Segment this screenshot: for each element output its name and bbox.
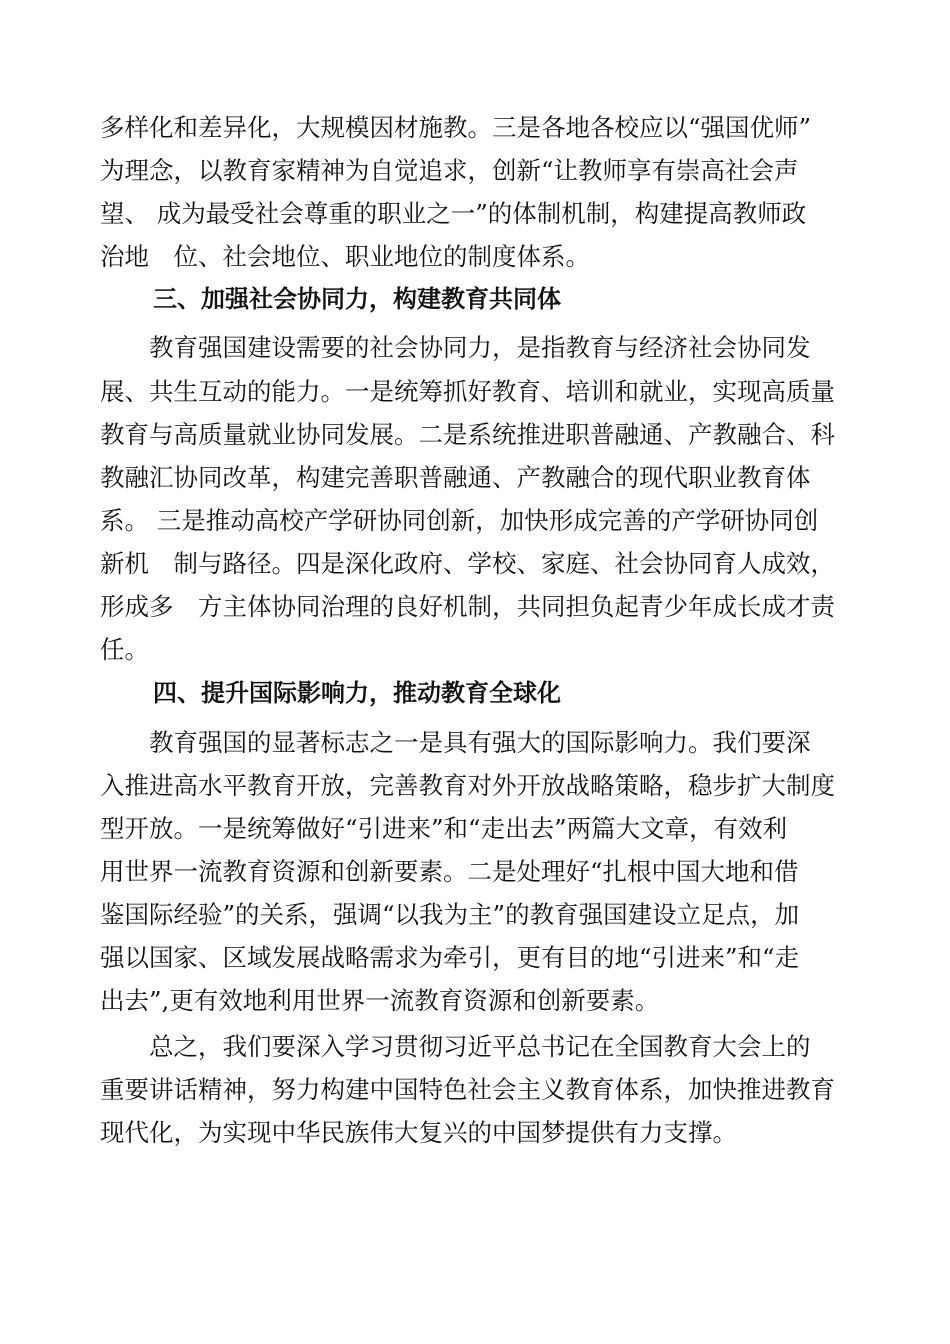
paragraph-line: 教育与高质量就业协同发展。二是系统推进职普融通、产教融合、科 (100, 420, 835, 449)
paragraph-line: 强以国家、区域发展战略需求为牵引，更有目的地“引进来”和“走 (100, 943, 800, 972)
paragraph-line: 教育强国的显著标志之一是具有强大的国际影响力。我们要深 (100, 728, 811, 757)
paragraph-line: 出去”,更有效地利用世界一流教育资源和创新要素。 (100, 986, 660, 1015)
paragraph-line: 重要讲话精神，努力构建中国特色社会主义教育体系，加快推进教育 (100, 1075, 835, 1104)
paragraph-line: 任。 (100, 635, 149, 664)
section-heading-3: 三、加强社会协同力，构建教育共同体 (153, 285, 561, 313)
paragraph-line: 展、共生互动的能力。一是统筹抓好教育、培训和就业，实现高质量 (100, 377, 835, 406)
paragraph-line: 多样化和差异化，大规模因材施教。三是各地各校应以“强国优师” (100, 113, 812, 142)
paragraph-line: 总之，我们要深入学习贯彻习近平总书记在全国教育大会上的 (100, 1032, 811, 1061)
paragraph-line: 鉴国际经验”的关系，强调“以我为主”的教育强国建设立足点，加 (100, 900, 800, 929)
paragraph-line: 教融汇协同改革，构建完善职普融通、产教融合的现代职业教育体 (100, 463, 811, 492)
paragraph-line: 治地 位、社会地位、职业地位的制度体系。 (100, 242, 590, 271)
paragraph-line: 形成多 方主体协同治理的良好机制，共同担负起青少年成长成才责 (100, 592, 835, 621)
paragraph-line: 入推进高水平教育开放，完善教育对外开放战略策略，稳步扩大制度 (100, 771, 835, 800)
paragraph-line: 望、 成为最受社会尊重的职业之一”的体制机制，构建提高教师政 (100, 199, 807, 228)
paragraph-line: 现代化，为实现中华民族伟大复兴的中国梦提供有力支撑。 (100, 1118, 737, 1147)
section-heading-4: 四、提升国际影响力，推动教育全球化 (153, 679, 561, 707)
paragraph-line: 型开放。一是统筹做好“引进来”和“走出去”两篇大文章，有效利 (100, 814, 788, 843)
paragraph-line: 系。 三是推动高校产学研协同创新，加快形成完善的产学研协同创 (100, 506, 819, 535)
paragraph-line: 为理念，以教育家精神为自觉追求，创新“让教师享有崇高社会声 (100, 156, 799, 185)
paragraph-line: 教育强国建设需要的社会协同力，是指教育与经济社会协同发 (100, 333, 811, 362)
paragraph-line: 新机 制与路径。四是深化政府、学校、家庭、社会协同育人成效， (100, 549, 835, 578)
paragraph-line: 用世界一流教育资源和创新要素。二是处理好“扎根中国大地和借 (100, 857, 799, 886)
